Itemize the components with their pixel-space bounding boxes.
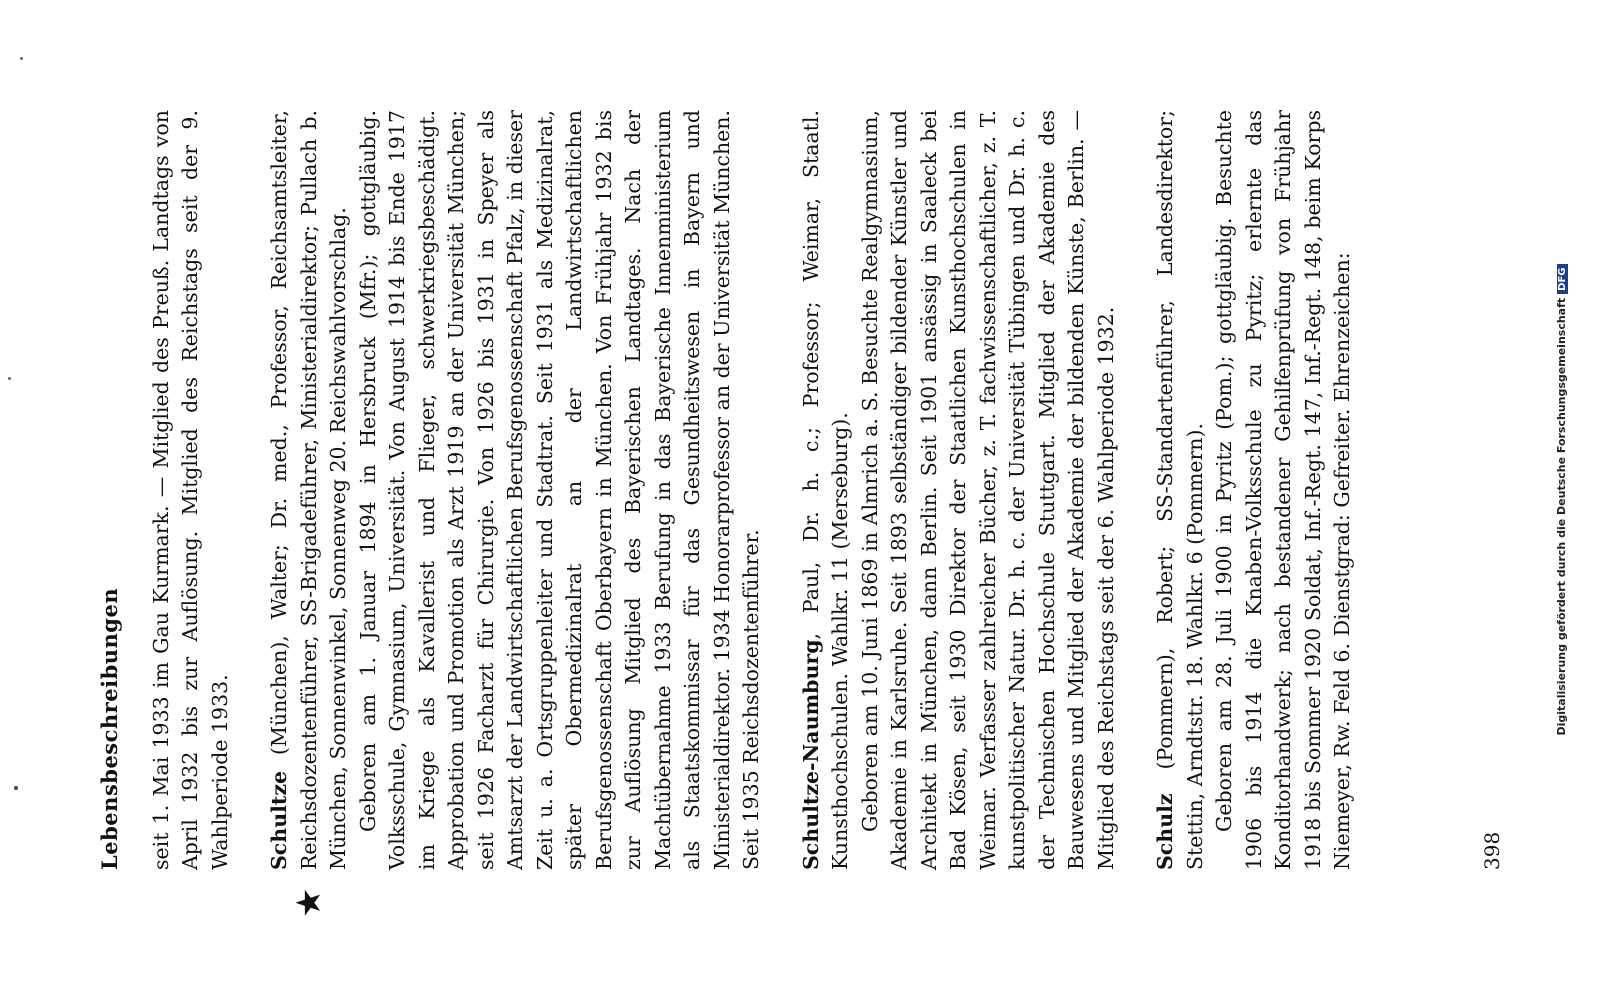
star-icon: ★	[289, 887, 329, 918]
entry-paragraph: seit 1. Mai 1933 im Gau Kurmark. — Mitglied des Preuß. Landtags von April 1932 bis zur Auflösung. Mitglied des Reichstags seit der 9. Wahlperiode 1933.	[148, 110, 232, 870]
entry-intro: (München), Walter; Dr. med., Professor, Reichsamtsleiter, Reichsdozentenführer, SS-Brigadeführer, Ministerialdirektor; Pullach b. München, Sonnenwinkel, Sonnenweg 20. Reichswahlvorschlag.	[267, 110, 350, 870]
entry-heading	[1151, 110, 1210, 870]
page-number: 398	[1480, 831, 1504, 870]
biography-entry-schulz	[1151, 110, 1358, 870]
entry-name: Schultze-Naumburg	[798, 639, 823, 870]
dfg-logo: DFG	[1557, 265, 1568, 294]
scan-speck	[8, 377, 11, 380]
running-header: Lebensbeschreibungen	[97, 587, 122, 870]
entry-heading	[265, 110, 354, 870]
biography-entry-schultze	[265, 110, 767, 870]
entry-intro: (Pommern), Robert; SS-Standartenführer, Landesdirektor; Stettin, Arndtstr. 18. Wahlkr. 6 (Pommern).	[1153, 110, 1207, 870]
entry-name: Schulz	[1153, 793, 1177, 870]
entry-heading	[797, 110, 856, 870]
scan-speck	[14, 786, 18, 790]
scan-speck	[20, 57, 23, 60]
entry-paragraph: Geboren am 10. Juni 1869 in Almrich a. S. Besuchte Realgymnasium, Akademie in Karlsruhe. Seit 1893 selbständiger bildender Künstler und Architekt in München, dann Berlin. Seit 1901 ansässig in Saaleck bei Bad Kösen, seit 1930 Direktor der Staatlichen Kunsthochschulen in Weimar. Verfasser zahlreicher Bücher, z. T. fachwissenschaftlicher, z. T. kunstpolitischer Natur. Dr. h. c. der Universität Tübingen und Dr. h. c. der Technischen Hochschule Stuttgart. Mitglied der Akademie des Bauwesens und Mitglied der Akademie der bildenden Künste, Berlin. — Mitglied des Reichstags seit der 6. Wahlperiode 1932.	[857, 110, 1118, 870]
biography-entry-schultze-naumburg	[797, 110, 1122, 870]
watermark-text: Digitalisierung gefördert durch die Deutsche Forschungsgemeinschaft	[1555, 297, 1568, 736]
digitization-watermark	[1555, 0, 1568, 1000]
entry-intro: , Paul, Dr. h. c.; Professor; Weimar, Staatl. Kunsthochschulen. Wahlkr. 11 (Merseburg).	[798, 110, 852, 870]
entry-name: Schultze	[267, 770, 291, 870]
entry-continuation	[147, 110, 236, 870]
entry-paragraph: Geboren am 28. Juli 1900 in Pyritz (Pom.); gottgläubig. Besuchte 1906 bis 1914 die Knaben-Volksschule zu Pyritz; erlernte das Konditorhandwerk; nach bestandener Gehilfenprüfung von Frühjahr 1918 bis Sommer 1920 Soldat, Inf.-Regt. 147, Inf.-Regt. 148, beim Korps Niemeyer, Rw. Feld 6. Dienstgrad: Gefreiter. Ehrenzeichen:	[1212, 110, 1354, 870]
entry-paragraph: Geboren am 1. Januar 1894 in Hersbruck (Mfr.); gottgläubig. Volksschule, Gymnasium, Universität. Von August 1914 bis Ende 1917 im Kriege als Kavallerist und Flieger, schwerkriegsbeschädigt. Approbation und Promotion als Arzt 1919 an der Universität München; seit 1926 Facharzt für Chirurgie. Von 1926 bis 1931 in Speyer als Amtsarzt der Landwirtschaftlichen Berufsgenossenschaft Pfalz, in dieser Zeit u. a. Ortsgruppenleiter und Stadtrat. Seit 1931 als Medizinalrat, später Obermedizinalrat an der Landwirtschaftlichen Berufsgenossenschaft Oberbayern in München. Von Frühjahr 1932 bis zur Auflösung Mitglied des Bayerischen Landtages. Nach der Machtübernahme 1933 Berufung in das Bayerische Innenministerium als Staatskommissar für das Gesundheitswesen in Bayern und Ministerialdirektor. 1934 Honorarprofessor an der Universität München. Seit 1935 Reichsdozentenführer.	[355, 110, 763, 870]
text-column	[95, 110, 1358, 870]
